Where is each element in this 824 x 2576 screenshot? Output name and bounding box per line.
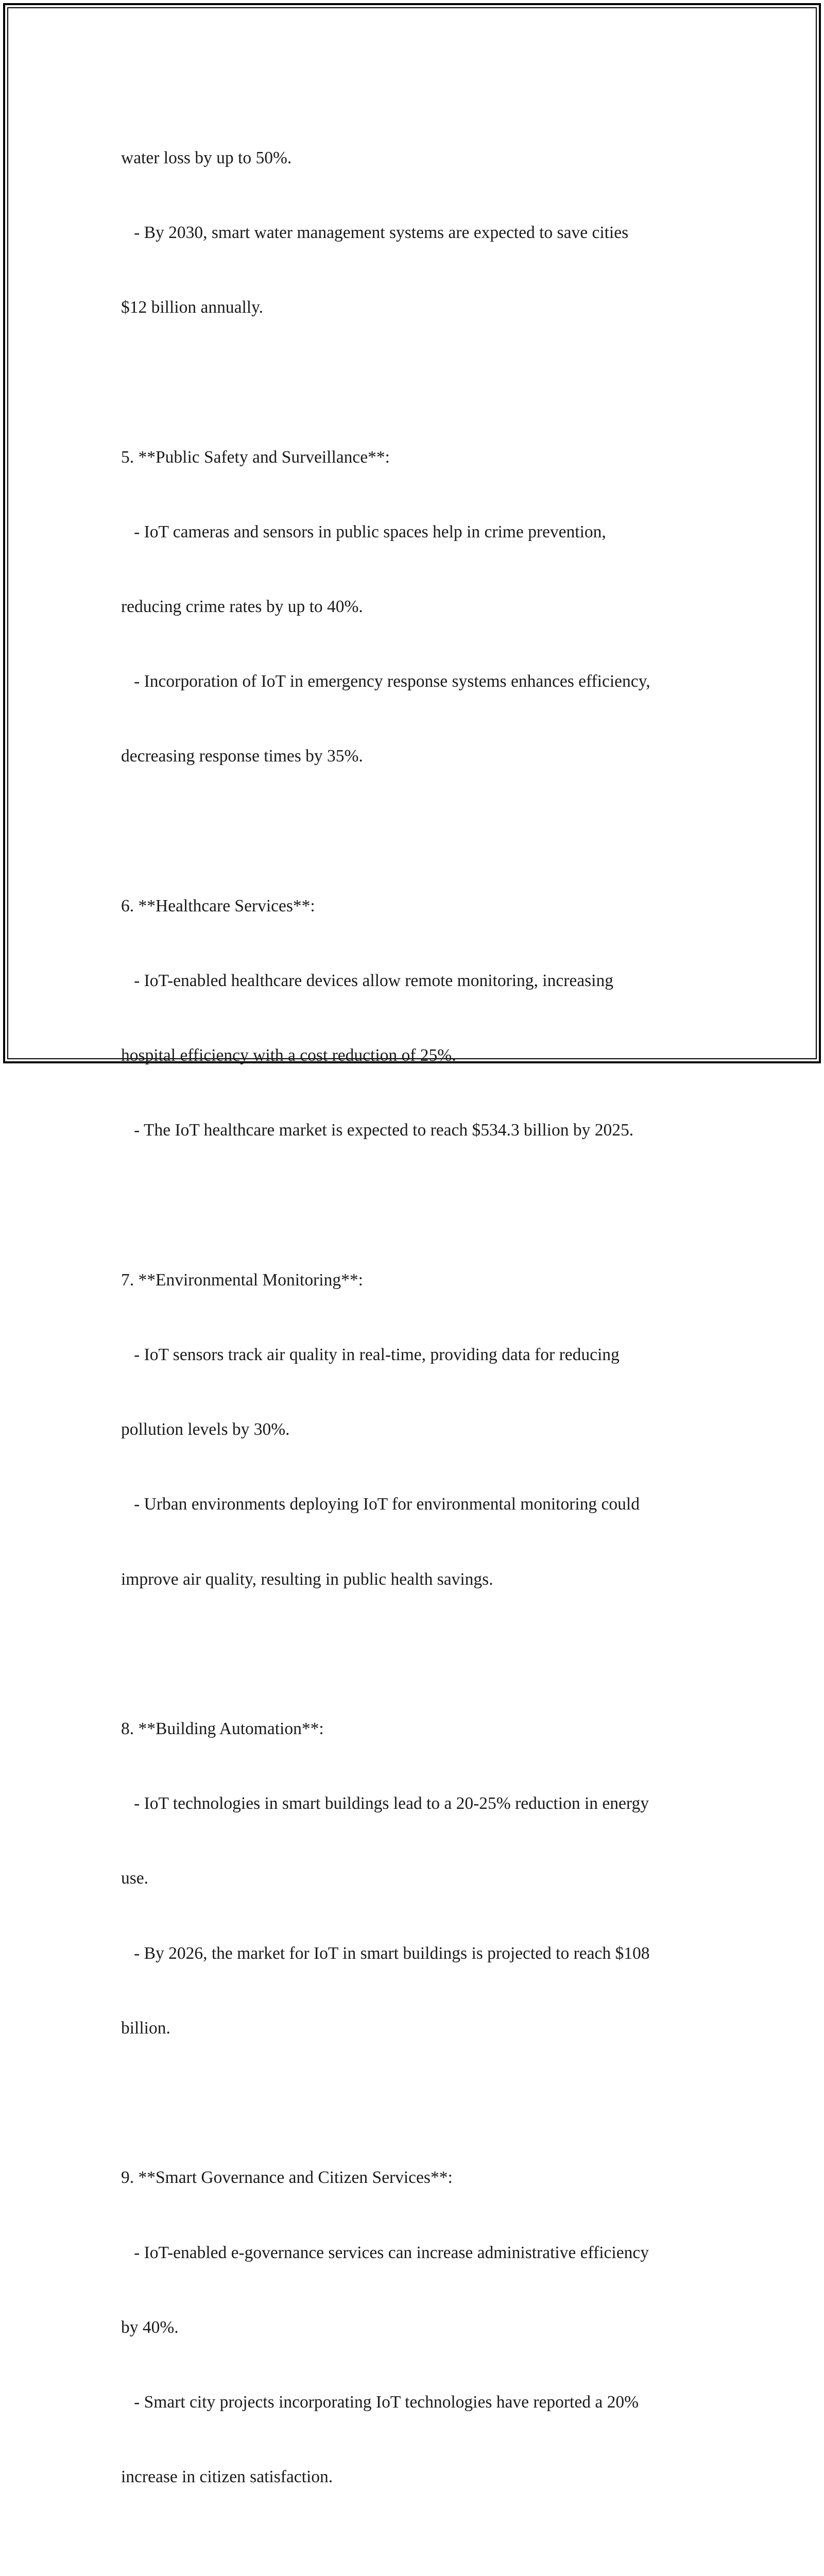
text-line: use. [121, 1869, 149, 1888]
blank-line [121, 1193, 739, 1218]
text-line: - IoT sensors track air quality in real-time, providing data for reducing [121, 1345, 620, 1365]
section-heading: 8. **Building Automation**: [121, 1719, 324, 1739]
text-line: pollution levels by 30%. [121, 1420, 290, 1439]
text-line: hospital efficiency with a cost reduction of 25%. [121, 1046, 456, 1065]
text-line: - IoT technologies in smart buildings lead to a 20-25% reduction in energy [121, 1794, 649, 1814]
text-line: - By 2030, smart water management systems are expected to save cities [121, 223, 629, 243]
text-line: improve air quality, resulting in public health savings. [121, 1569, 493, 1589]
section-heading: 9. **Smart Governance and Citizen Services**: [121, 2168, 453, 2188]
text-line: water loss by up to 50%. [121, 148, 292, 167]
text-line: reducing crime rates by up to 40%. [121, 597, 363, 617]
text-line: billion. [121, 2018, 170, 2038]
text-line: - IoT cameras and sensors in public spaces help in crime prevention, [121, 522, 606, 541]
section-heading: 6. **Healthcare Services**: [121, 896, 315, 916]
text-line: - Incorporation of IoT in emergency response systems enhances efficiency, [121, 672, 650, 691]
text-line: by 40%. [121, 2317, 179, 2337]
blank-line [121, 2091, 739, 2115]
text-line: increase in citizen satisfaction. [121, 2467, 333, 2487]
text-line: - IoT-enabled healthcare devices allow remote monitoring, increasing [121, 971, 613, 991]
text-line: - Smart city projects incorporating IoT technologies have reported a 20% [121, 2392, 639, 2412]
text-line: decreasing response times by 35%. [121, 747, 363, 766]
text-line: - The IoT healthcare market is expected to reach $534.3 billion by 2025. [121, 1121, 634, 1140]
blank-line [121, 370, 739, 395]
document-body [121, 96, 739, 2576]
blank-line [121, 1642, 739, 1667]
section-heading: 5. **Public Safety and Surveillance**: [121, 447, 390, 467]
blank-line [121, 2539, 739, 2564]
text-line: $12 billion annually. [121, 298, 264, 317]
text-line: - By 2026, the market for IoT in smart buildings is projected to reach $108 [121, 1943, 650, 1963]
text-line: - IoT-enabled e-governance services can increase administrative efficiency [121, 2243, 649, 2262]
blank-line [121, 819, 739, 844]
section-heading: 7. **Environmental Monitoring**: [121, 1270, 363, 1290]
text-line: - Urban environments deploying IoT for environmental monitoring could [121, 1495, 640, 1514]
